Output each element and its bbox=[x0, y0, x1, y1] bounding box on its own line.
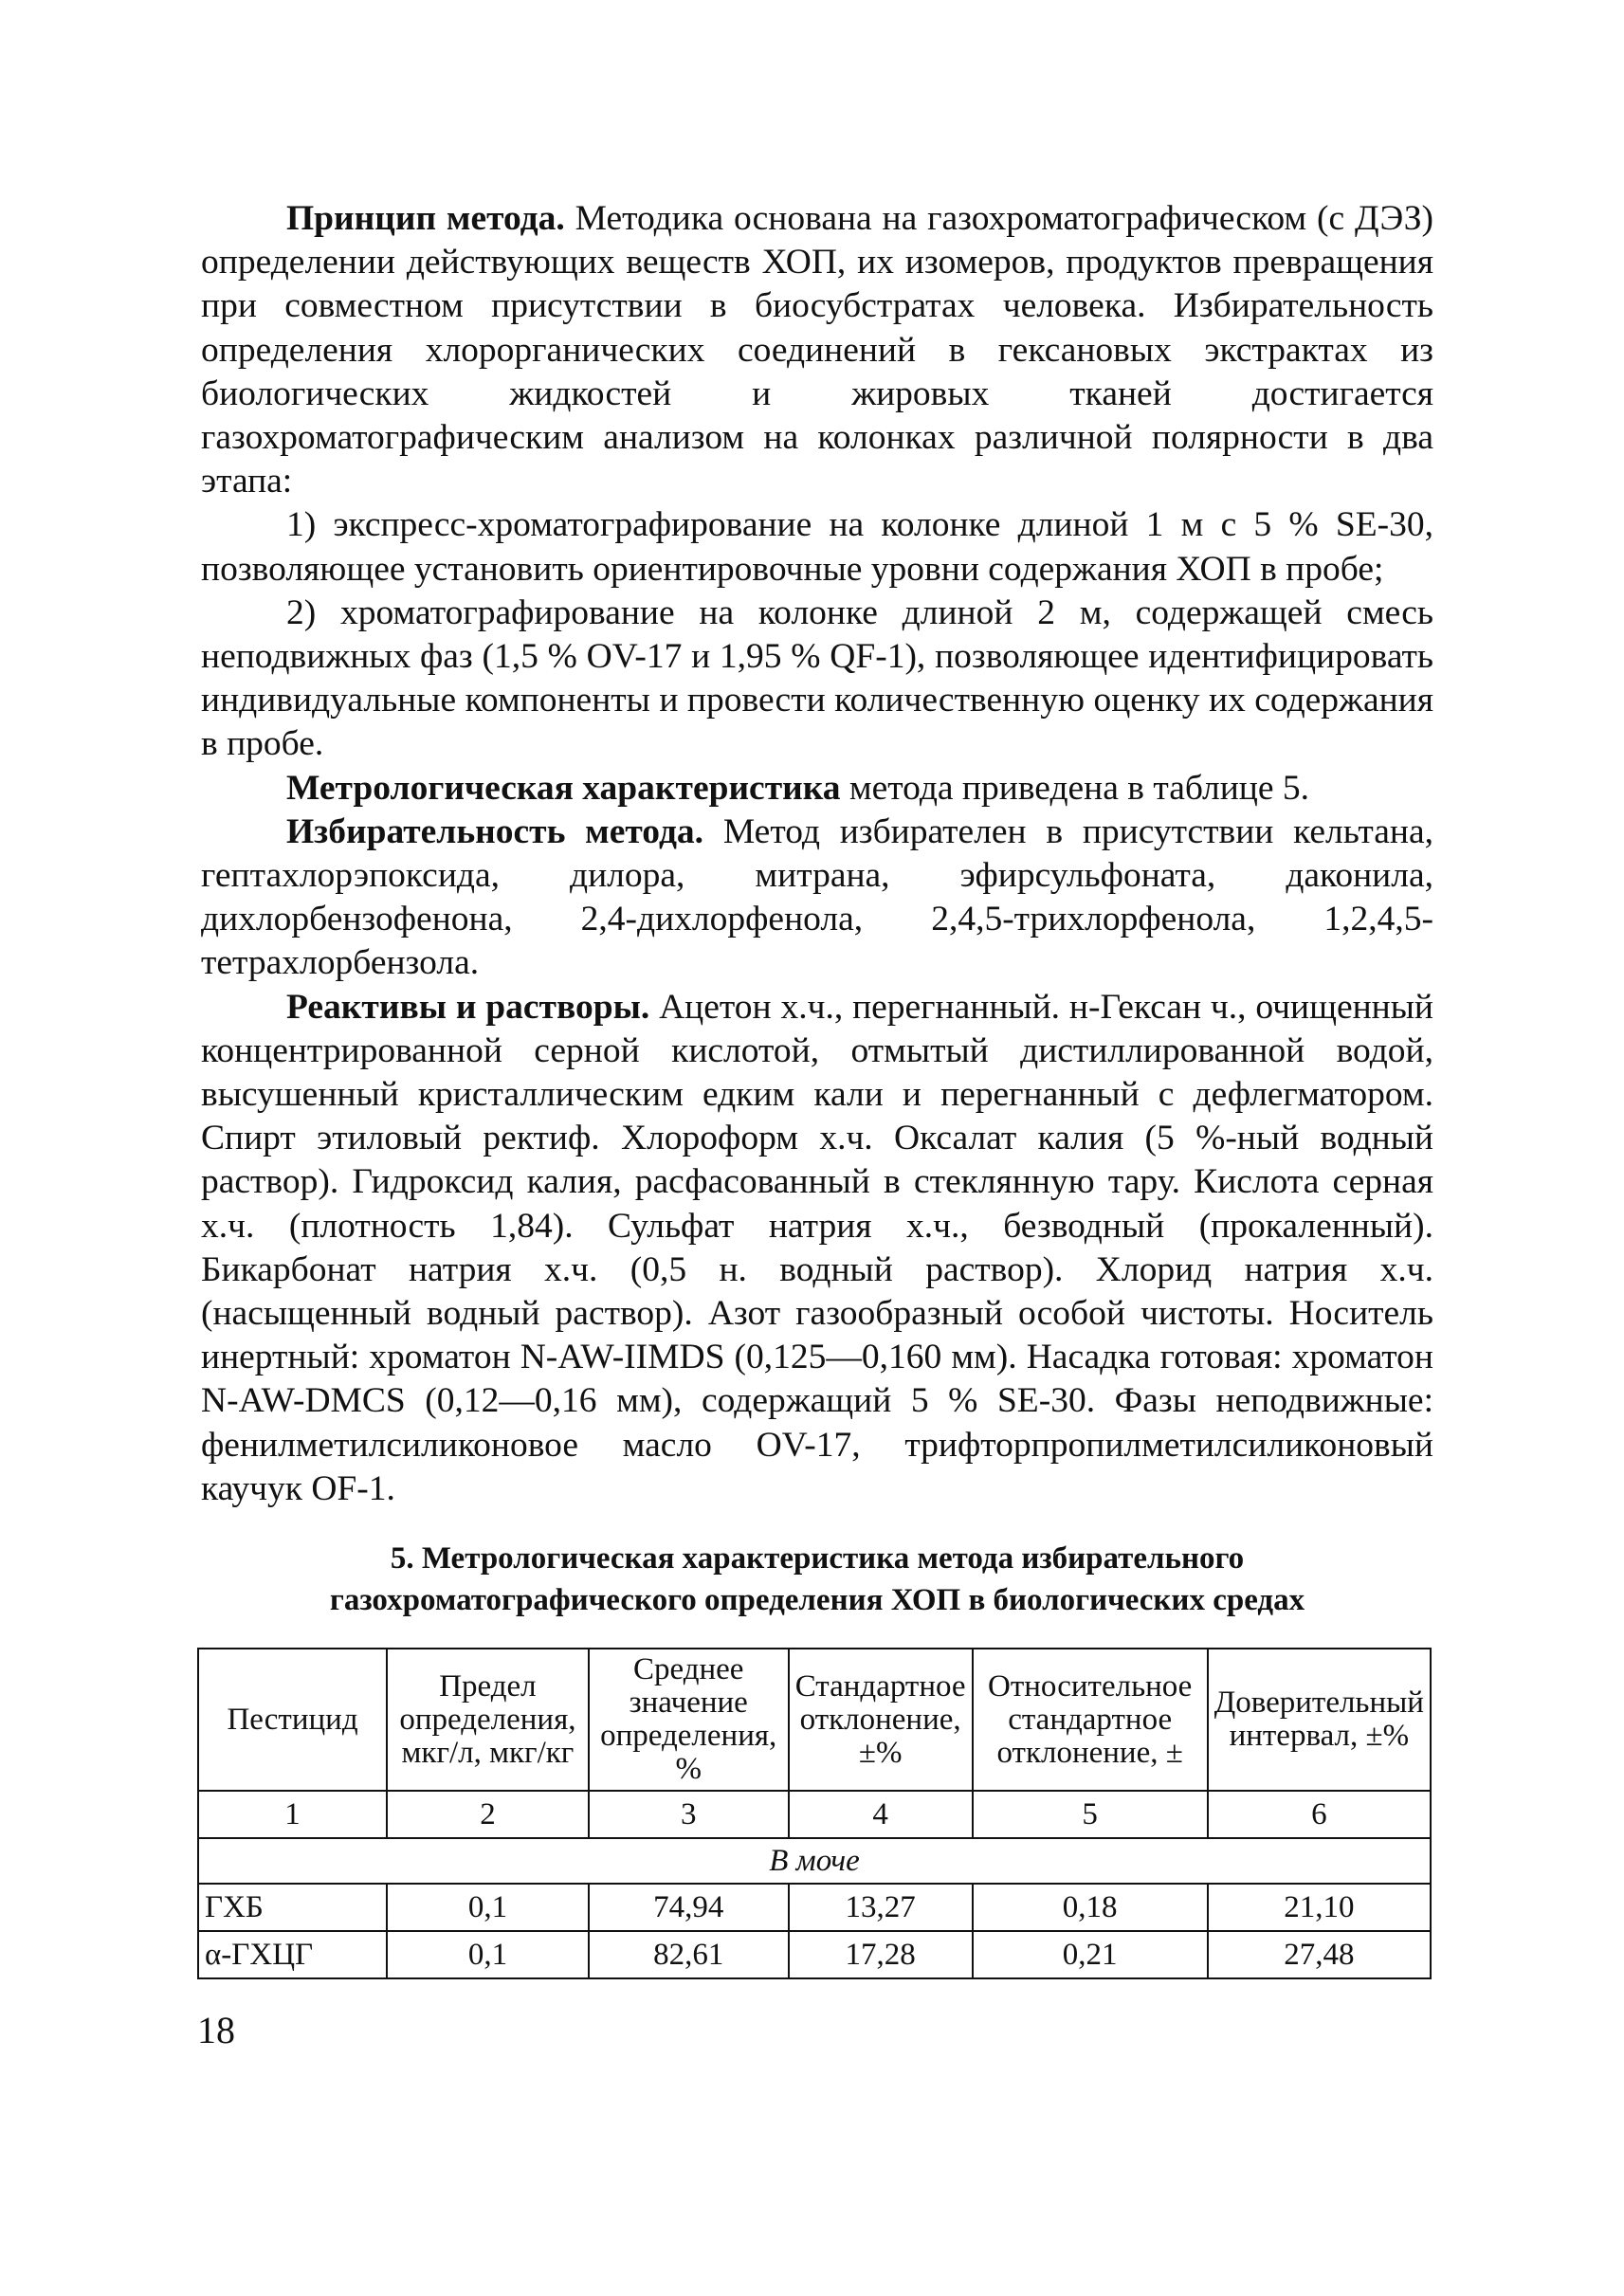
heading-selectivity: Избирательность метода. bbox=[286, 811, 704, 851]
cell-relative-std-deviation: 0,21 bbox=[973, 1931, 1208, 1978]
body-text bbox=[201, 197, 1433, 1511]
header-detection-limit: Предел определения, мкг/л, мкг/кг bbox=[387, 1649, 589, 1791]
cell-pesticide: ГХБ bbox=[198, 1884, 387, 1931]
header-pesticide: Пестицид bbox=[198, 1649, 387, 1791]
paragraph-selectivity bbox=[201, 811, 1433, 986]
text-step-2: 2) хроматографирование на колонке длиной 2 м, содержащей смесь неподвижных фаз (1,5 % OV-17 и 1,95 % QF-1), позволяющее идентифицировать индивидуальные компоненты и провести количественную оценку их содержания в пробе. bbox=[201, 592, 1433, 764]
page-number: 18 bbox=[197, 2009, 235, 2051]
cell-detection-limit: 0,1 bbox=[387, 1884, 589, 1931]
header-confidence-interval: Доверительный интервал, ±% bbox=[1208, 1649, 1431, 1791]
cell-mean-value: 82,61 bbox=[589, 1931, 789, 1978]
heading-reagents: Реактивы и растворы. bbox=[286, 987, 650, 1027]
section-label: В моче bbox=[198, 1838, 1431, 1884]
column-number: 5 bbox=[973, 1791, 1208, 1838]
paragraph-principle bbox=[201, 197, 1433, 503]
header-std-deviation: Стандартное отклонение, ±% bbox=[789, 1649, 973, 1791]
caption-line-1: 5. Метрологическая характеристика метода избирательного bbox=[390, 1541, 1245, 1576]
text-step-1: 1) экспресс-хроматографирование на колонке длиной 1 м с 5 % SE-30, позволяющее установить ориентировочные уровни содержания ХОП в пробе; bbox=[201, 505, 1433, 589]
paragraph-step-2 bbox=[201, 592, 1433, 767]
paragraph-metrology bbox=[201, 767, 1433, 811]
cell-std-deviation: 17,28 bbox=[789, 1931, 973, 1978]
paragraph-step-1 bbox=[201, 503, 1433, 591]
cell-detection-limit: 0,1 bbox=[387, 1931, 589, 1978]
column-number-row bbox=[198, 1791, 1431, 1838]
cell-confidence-interval: 21,10 bbox=[1208, 1884, 1431, 1931]
table-caption bbox=[201, 1538, 1433, 1621]
column-number: 1 bbox=[198, 1791, 387, 1838]
text-selectivity: Метод избирателен в присутствии кельтана, гептахлорэпоксида, дилора, митрана, эфирсульфоната, даконила, дихлорбензофенона, 2,4-дихлорфенола, 2,4,5-трихлорфенола, 1,2,4,5-тетрахлорбензола. bbox=[201, 811, 1434, 983]
cell-relative-std-deviation: 0,18 bbox=[973, 1884, 1208, 1931]
caption-line-2: газохроматографического определения ХОП в биологических средах bbox=[329, 1583, 1305, 1617]
text-reagents: Ацетон х.ч., перегнанный. н-Гексан ч., очищенный концентрированной серной кислотой, отмытый дистиллированной водой, высушенный кристаллическим едким кали и перегнанный с дефлегматором. Спирт этиловый ректиф. Хлороформ х.ч. Оксалат калия (5 %-ный водный раствор). Гидроксид калия, расфасованный в стеклянную тару. Кислота серная х.ч. (плотность 1,84). Сульфат натрия х.ч., безводный (прокаленный). Бикарбонат натрия х.ч. (0,5 н. водный раствор). Хлорид натрия х.ч. (насыщенный водный раствор). Азот газообразный особой чистоты. Носитель инертный: хроматон N-AW-IIMDS (0,125—0,160 мм). Насадка готовая: хроматон N-AW-DMCS (0,12—0,16 мм), содержащий 5 % SE-30. Фазы неподвижные: фенилметилсиликоновое масло OV-17, трифторпропилметилсиликоновый каучук OF-1. bbox=[201, 987, 1433, 1508]
text-metrology: метода приведена в таблице 5. bbox=[840, 768, 1309, 808]
text-principle: Методика основана на газохроматографическом (с ДЭЗ) определении действующих веществ ХОП, их изомеров, продуктов превращения при совместном присутствии в биосубстратах человека. Избирательность определения хлорорганических соединений в гексановых экстрактах из биологических жидкостей и жировых тканей достигается газохроматографическим анализом на колонках различной полярности в два этапа: bbox=[201, 199, 1433, 501]
cell-std-deviation: 13,27 bbox=[789, 1884, 973, 1931]
table-header-row bbox=[198, 1649, 1431, 1791]
cell-confidence-interval: 27,48 bbox=[1208, 1931, 1431, 1978]
cell-pesticide: α-ГХЦГ bbox=[198, 1931, 387, 1978]
heading-principle: Принцип метода. bbox=[286, 199, 565, 238]
column-number: 2 bbox=[387, 1791, 589, 1838]
heading-metrology: Метрологическая характеристика bbox=[286, 768, 841, 808]
header-mean-value: Среднее значение определения, % bbox=[589, 1649, 789, 1791]
table-row bbox=[198, 1931, 1431, 1978]
section-row bbox=[198, 1838, 1431, 1884]
header-relative-std-deviation: Относительное стандартное отклонение, ± bbox=[973, 1649, 1208, 1791]
metrology-table bbox=[197, 1648, 1432, 1979]
table-row bbox=[198, 1884, 1431, 1931]
column-number: 4 bbox=[789, 1791, 973, 1838]
column-number: 3 bbox=[589, 1791, 789, 1838]
cell-mean-value: 74,94 bbox=[589, 1884, 789, 1931]
paragraph-reagents bbox=[201, 986, 1433, 1511]
column-number: 6 bbox=[1208, 1791, 1431, 1838]
